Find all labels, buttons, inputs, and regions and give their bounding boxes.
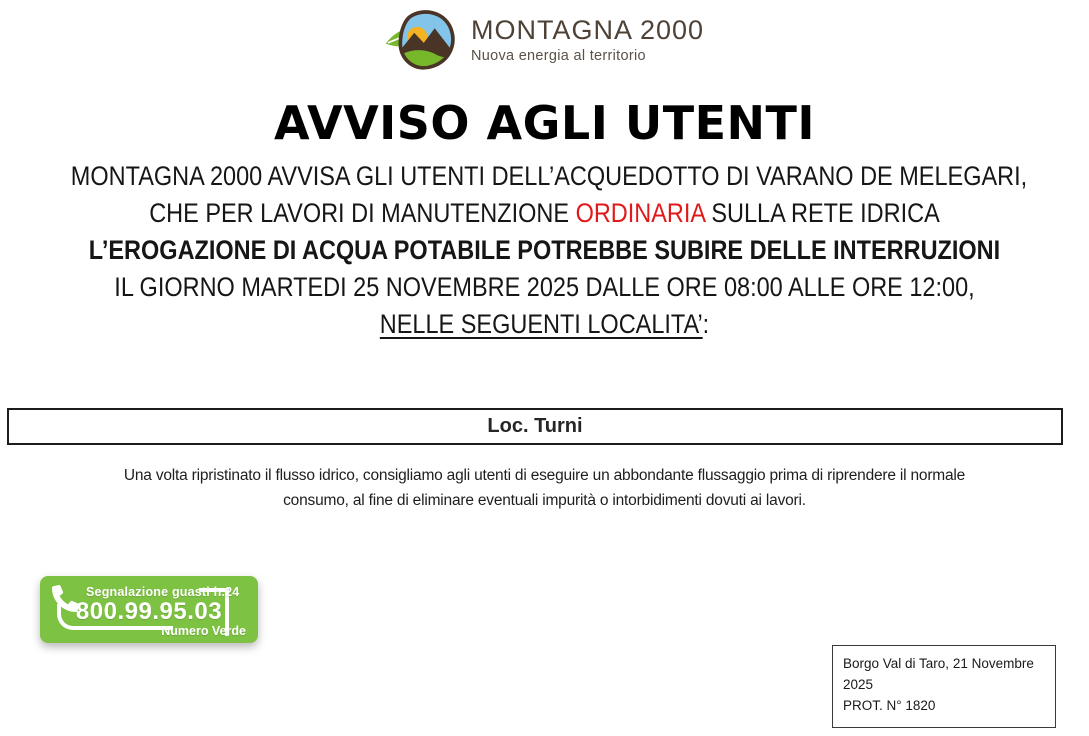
notice-line-3: L’EROGAZIONE DI ACQUA POTABILE POTREBBE SUBIRE DELLE INTERRUZIONI bbox=[88, 235, 1001, 265]
protocol-box bbox=[832, 645, 1056, 728]
hotline-number: 800.99.95.03 bbox=[75, 598, 223, 625]
ordinaria-highlight: ORDINARIA bbox=[575, 198, 705, 228]
logo-text-block bbox=[471, 16, 704, 63]
protocol-place-date: Borgo Val di Taro, 21 Novembre 2025 bbox=[843, 656, 1034, 692]
notice-paragraph bbox=[70, 158, 1028, 343]
advisory-line-1: Una volta ripristinato il flusso idrico, consigliamo agli utenti di eseguire un abbondante flussaggio prima di riprendere il normale bbox=[123, 467, 966, 484]
notice-line-2-suffix: SULLA RETE IDRICA bbox=[704, 198, 940, 228]
notice-line-5 bbox=[71, 306, 1018, 343]
location-label: Loc. Turni bbox=[487, 415, 583, 437]
notice-line-5-colon: : bbox=[702, 309, 710, 339]
notice-line-2 bbox=[71, 195, 1018, 232]
hotline-header: Segnalazione guasti h.24 bbox=[86, 585, 240, 599]
notice-line-1: MONTAGNA 2000 AVVISA GLI UTENTI DELL’ACQUEDOTTO DI VARANO DE MELEGARI, bbox=[70, 161, 1028, 191]
hotline-badge bbox=[40, 576, 258, 643]
page-title: AVVISO AGLI UTENTI bbox=[274, 96, 815, 150]
notice-line-4: IL GIORNO MARTEDI 25 NOVEMBRE 2025 DALLE ORE 08:00 ALLE ORE 12:00, bbox=[114, 272, 975, 302]
advisory-line-2: consumo, al fine di eliminare eventuali impurità o intorbidimenti dovuti ai lavori. bbox=[283, 491, 806, 509]
notice-line-2-prefix: CHE PER LAVORI DI MANUTENZIONE bbox=[149, 198, 576, 228]
montagna-2000-logo bbox=[0, 6, 1089, 74]
notice-line-5-underlined: NELLE SEGUENTI LOCALITA’ bbox=[379, 309, 703, 339]
protocol-number: PROT. N° 1820 bbox=[843, 697, 936, 713]
location-box bbox=[7, 408, 1063, 445]
leaf-mountain-icon bbox=[385, 6, 461, 74]
hotline-footer: Numero Verde bbox=[161, 624, 246, 638]
logo-tagline: Nuova energia al territorio bbox=[470, 47, 646, 64]
advisory-paragraph bbox=[40, 464, 1049, 513]
logo-title: MONTAGNA 2000 bbox=[470, 15, 705, 46]
